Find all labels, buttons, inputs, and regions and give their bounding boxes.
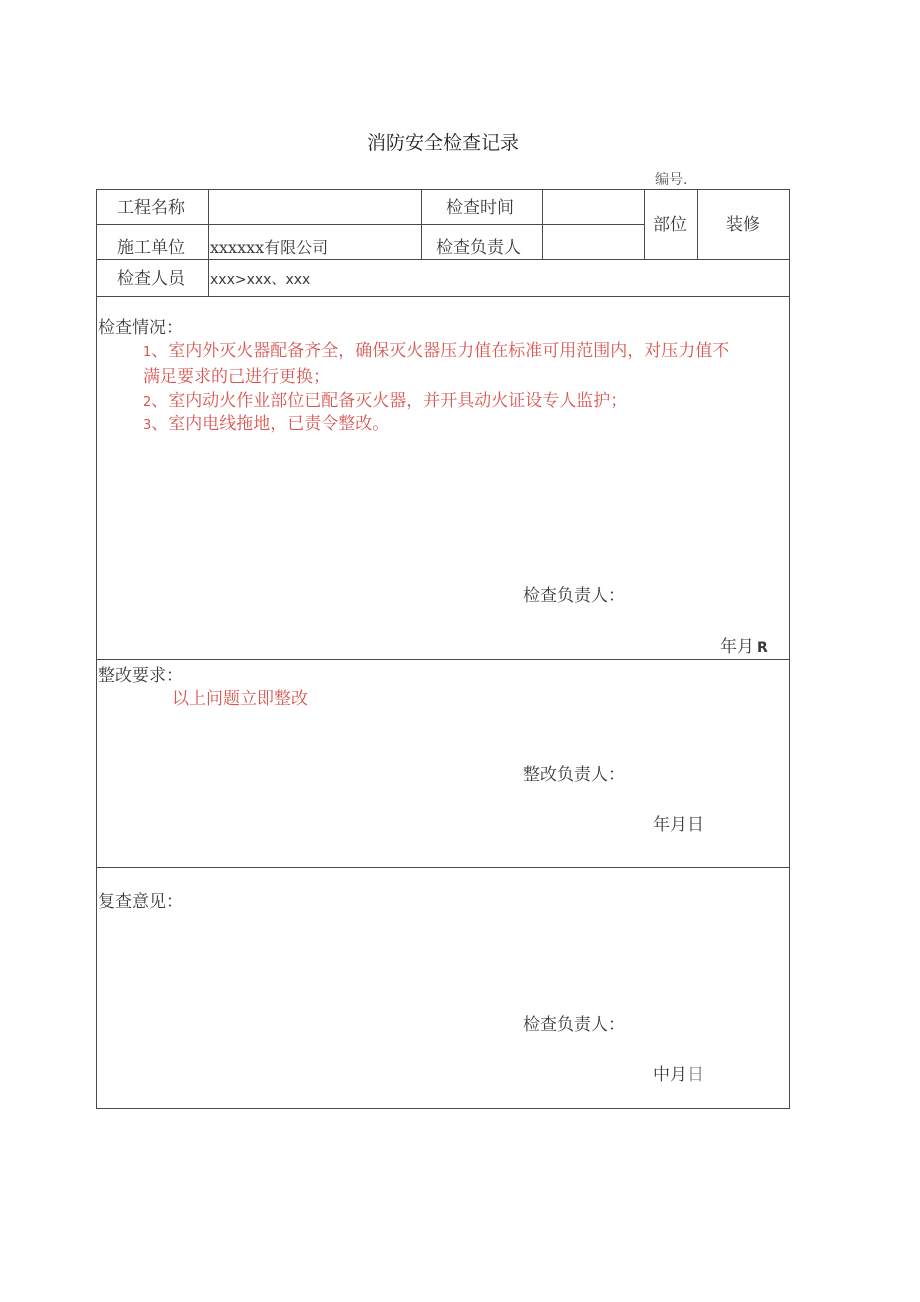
section-divider xyxy=(96,867,790,868)
rectification-content: 以上问题立即整改 xyxy=(172,689,308,709)
column-divider xyxy=(542,189,543,259)
project-name-field[interactable] xyxy=(214,200,414,220)
item-number: 1 xyxy=(143,345,152,360)
location-label: 部位 xyxy=(653,215,687,235)
section-divider xyxy=(96,659,790,660)
item-text: 、室内动火作业部位已配备灭火器，并开具动火证设专人监护； xyxy=(151,391,628,411)
rectification-signer-label: 整改负责人： xyxy=(523,765,625,785)
item-text-continued: 满足要求的己进行更换； xyxy=(143,367,330,387)
date-suffix: R xyxy=(757,640,768,656)
document-title: 消防安全检查记录 xyxy=(366,132,519,154)
row-divider xyxy=(96,296,790,297)
item-text: 、室内电线拖地，已责令整改。 xyxy=(151,414,390,434)
location-value: 装修 xyxy=(726,215,760,235)
inspection-section-label: 检查情况： xyxy=(98,318,183,338)
inspection-signer-label: 检查负责人： xyxy=(523,586,625,606)
record-form xyxy=(96,189,790,1109)
date-text: 年月 xyxy=(720,637,754,657)
inspection-time-field[interactable] xyxy=(548,200,638,220)
review-date xyxy=(653,1067,704,1084)
date-text: 中月 xyxy=(653,1065,687,1085)
inspection-item xyxy=(143,412,788,438)
column-divider xyxy=(421,189,422,259)
project-name-label: 工程名称 xyxy=(117,198,185,218)
row-divider xyxy=(96,259,790,260)
review-signer-label: 检查负责人： xyxy=(523,1015,625,1035)
column-divider xyxy=(644,189,645,259)
review-section-label: 复查意见： xyxy=(98,892,183,912)
inspection-item xyxy=(143,339,788,390)
construction-unit-label: 施工单位 xyxy=(117,238,185,258)
inspection-leader-field[interactable] xyxy=(548,236,638,256)
construction-unit-value: xxxxxx有限公司 xyxy=(210,238,329,257)
row-divider xyxy=(96,224,644,225)
rectification-section-label: 整改要求： xyxy=(98,666,183,686)
inspection-date xyxy=(720,639,768,656)
inspectors-label: 检查人员 xyxy=(117,269,185,289)
rectification-date: 年月日 xyxy=(653,815,704,835)
inspection-time-label: 检查时间 xyxy=(446,198,514,218)
column-divider xyxy=(697,189,698,259)
item-number: 3 xyxy=(143,418,152,433)
serial-number-label: 编号. xyxy=(655,172,688,188)
date-suffix: 日 xyxy=(687,1065,704,1085)
column-divider xyxy=(208,189,209,296)
inspectors-value: xxx>xxx、xxx xyxy=(210,272,311,288)
item-text: 、室内外灭火器配备齐全，确保灭火器压力值在标准可用范围内，对压力值不 xyxy=(151,341,730,361)
inspection-leader-label: 检查负责人 xyxy=(436,238,521,258)
item-number: 2 xyxy=(143,395,152,410)
